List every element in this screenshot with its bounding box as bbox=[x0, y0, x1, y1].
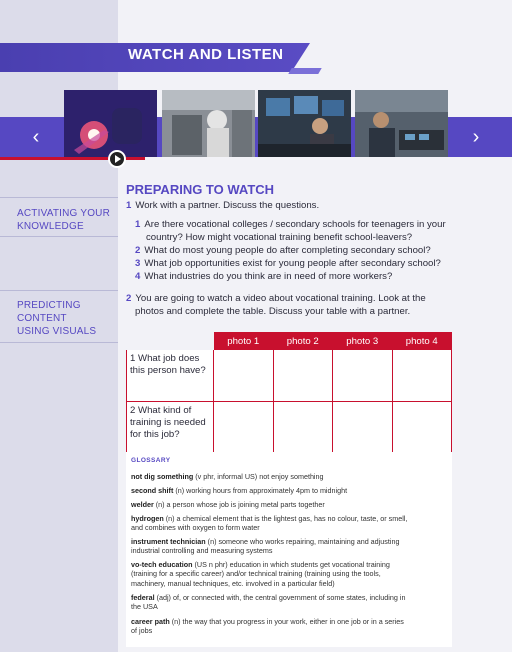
sidebar-label-activating: ACTIVATING YOUR KNOWLEDGE bbox=[17, 208, 111, 232]
glossary-entry: hydrogen (n) a chemical element that is the lightest gas, has no colour, taste, or smell, and combines with oxygen to form water bbox=[131, 514, 408, 533]
glossary-entry: vo-tech education (US n phr) education in which students get vocational training (training for a specific career) and/or technical training (training using the tools, machinery, manual techniques, etc. involved in a particular field) bbox=[131, 560, 390, 588]
table-header: photo 2 bbox=[273, 333, 333, 350]
table-cell-input[interactable] bbox=[333, 402, 393, 454]
glossary-entry: career path (n) the way that you progress in your work, either in one job or in a series of jobs bbox=[131, 617, 404, 636]
sidebar-label-predicting: PREDICTING CONTENT USING VISUALS bbox=[17, 300, 97, 337]
video-thumbnail-2[interactable] bbox=[162, 90, 255, 157]
table-cell-input[interactable] bbox=[392, 402, 452, 454]
glossary-entry: instrument technician (n) someone who works repairing, maintaining and adjusting industrial controlling and measuring systems bbox=[131, 537, 400, 556]
glossary-title: GLOSSARY bbox=[131, 457, 171, 464]
exercise-2-instruction-cont: photos and complete the table. Discuss your table with a partner. bbox=[135, 306, 411, 317]
sidebar-divider bbox=[0, 290, 118, 291]
glossary-entry: federal (adj) of, or connected with, the central government of some states, including in the USA bbox=[131, 593, 406, 612]
video-thumbnail-4[interactable] bbox=[355, 90, 448, 157]
table-header: photo 3 bbox=[333, 333, 393, 350]
question-4: 4 What industries do you think are in need of more workers? bbox=[135, 271, 393, 282]
table-row-label: 2 What kind of training is needed for this job? bbox=[127, 402, 214, 454]
glossary-entry: welder (n) a person whose job is joining metal parts together bbox=[131, 500, 325, 509]
table-cell-input[interactable] bbox=[392, 350, 452, 402]
play-icon bbox=[115, 155, 121, 163]
table-corner bbox=[127, 333, 214, 350]
table-header: photo 1 bbox=[214, 333, 274, 350]
table-cell-input[interactable] bbox=[214, 350, 274, 402]
sidebar-divider bbox=[0, 236, 118, 237]
play-button[interactable] bbox=[108, 150, 126, 168]
photo-table bbox=[126, 332, 452, 454]
table-cell-input[interactable] bbox=[214, 402, 274, 454]
table-cell-input[interactable] bbox=[333, 350, 393, 402]
table-header-row bbox=[127, 333, 452, 350]
question-2: 2 What do most young people do after completing secondary school? bbox=[135, 245, 431, 256]
exercise-2-instruction: 2 You are going to watch a video about vocational training. Look at the bbox=[126, 293, 426, 304]
banner-accent bbox=[288, 68, 321, 74]
previous-button[interactable]: ‹ bbox=[32, 125, 40, 148]
section-title: PREPARING TO WATCH bbox=[126, 182, 275, 197]
table-row bbox=[127, 350, 452, 402]
page-title: WATCH AND LISTEN bbox=[128, 46, 284, 63]
question-1: 1 Are there vocational colleges / secondary schools for teenagers in your bbox=[135, 219, 446, 230]
video-thumbnail-1[interactable] bbox=[64, 90, 157, 157]
glossary-entry: not dig something (v phr, informal US) not enjoy something bbox=[131, 472, 324, 481]
sidebar-divider bbox=[0, 197, 118, 198]
exercise-1-instruction: 1 Work with a partner. Discuss the questions. bbox=[126, 200, 320, 211]
table-row-label: 1 What job does this person have? bbox=[127, 350, 214, 402]
question-1-cont: country? How might vocational training benefit school-leavers? bbox=[146, 232, 413, 243]
glossary-box bbox=[126, 452, 452, 647]
table-row bbox=[127, 402, 452, 454]
table-header: photo 4 bbox=[392, 333, 452, 350]
table-cell-input[interactable] bbox=[273, 402, 333, 454]
sidebar-divider bbox=[0, 342, 118, 343]
video-thumbnail-3[interactable] bbox=[258, 90, 351, 157]
next-button[interactable]: › bbox=[472, 125, 480, 148]
question-3: 3 What job opportunities exist for young people after secondary school? bbox=[135, 258, 441, 269]
glossary-entry: second shift (n) working hours from approximately 4pm to midnight bbox=[131, 486, 348, 495]
table-cell-input[interactable] bbox=[273, 350, 333, 402]
